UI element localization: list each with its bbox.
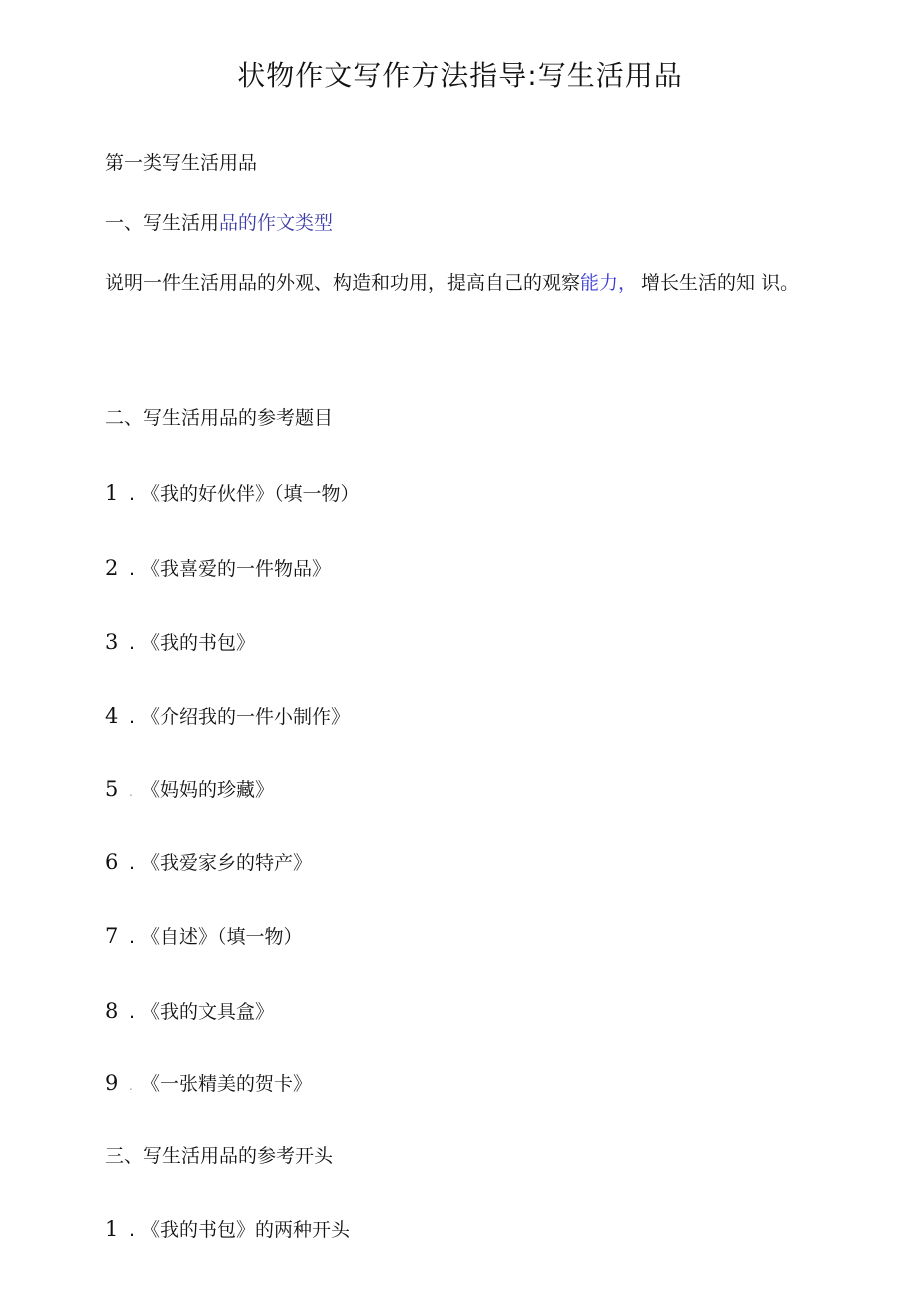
topic-number: 8 — [105, 999, 119, 1023]
topic-text: 《自述》（填一物） — [141, 926, 303, 948]
topic-item — [105, 702, 350, 731]
topic-text: 《一张精美的贺卡》 — [141, 1073, 313, 1095]
topic-separator: . — [129, 558, 136, 580]
topic-text: 《我的文具盒》 — [141, 1001, 275, 1023]
document-title: 状物作文写作方法指导:写生活用品 — [237, 59, 683, 92]
topic-item — [105, 848, 312, 877]
topic-text: 《妈妈的珍藏》 — [141, 779, 275, 801]
description-highlight: 能力， — [580, 272, 638, 294]
topic-separator: . — [129, 926, 136, 948]
topic-item — [105, 554, 331, 583]
topic-item — [105, 997, 274, 1026]
opening-number: 1 — [105, 1217, 119, 1241]
description-paragraph — [105, 269, 799, 297]
topic-separator: . — [129, 785, 133, 799]
topic-item — [105, 1069, 312, 1100]
section-1-heading — [105, 209, 333, 237]
topic-number: 7 — [105, 924, 119, 948]
topic-separator: . — [129, 1079, 133, 1093]
topic-separator: . — [129, 852, 136, 874]
topic-separator: . — [129, 483, 136, 505]
opening-item — [105, 1215, 350, 1244]
topic-number: 2 — [105, 556, 119, 580]
topic-text: 《我的好伙伴》（填一物） — [141, 483, 360, 505]
section-1-heading-part1: 一、写生活用 — [105, 212, 220, 234]
opening-separator: . — [129, 1219, 136, 1241]
category-heading: 第一类写生活用品 — [105, 152, 258, 174]
topic-item — [105, 628, 255, 657]
section-3-heading: 三、写生活用品的参考开头 — [105, 1145, 334, 1167]
topic-number: 9 — [105, 1071, 119, 1095]
topic-text: 《介绍我的一件小制作》 — [141, 706, 351, 728]
topic-separator: . — [129, 706, 136, 728]
topic-number: 3 — [105, 630, 119, 654]
topic-item — [105, 775, 274, 806]
topic-number: 1 — [105, 481, 119, 505]
section-1-heading-part2: 品的作文类型 — [219, 212, 334, 234]
topic-item — [105, 479, 360, 508]
topic-number: 4 — [105, 704, 119, 728]
topic-text: 《我喜爱的一件物品》 — [141, 558, 332, 580]
topic-number: 6 — [105, 850, 119, 874]
section-2-heading: 二、写生活用品的参考题目 — [105, 407, 334, 429]
topic-text: 《我的书包》 — [141, 632, 256, 654]
opening-text: 《我的书包》的两种开头 — [141, 1219, 351, 1241]
topic-separator: . — [129, 632, 136, 654]
topic-item — [105, 922, 303, 951]
topic-text: 《我爱家乡的特产》 — [141, 852, 313, 874]
description-part1: 说明一件生活用品的外观、构造和功用，提高自己的观察 — [105, 272, 581, 294]
topic-separator: . — [129, 1001, 136, 1023]
description-part3: 增长生活的知 识。 — [641, 272, 800, 294]
topic-number: 5 — [105, 777, 119, 801]
